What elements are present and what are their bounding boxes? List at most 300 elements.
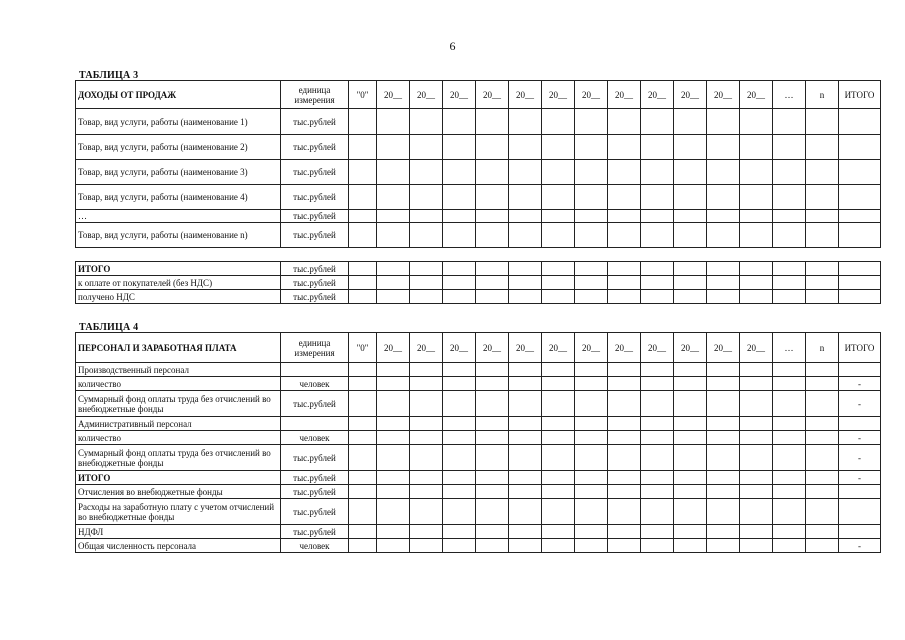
table4-value-cell (410, 539, 443, 553)
table4-value-cell (707, 485, 740, 499)
table3-value-cell (674, 185, 707, 210)
table3-value-cell (377, 290, 410, 304)
table4-row (76, 431, 881, 445)
table3-value-cell (707, 185, 740, 210)
table4-value-cell (575, 499, 608, 525)
table4-value-cell (443, 363, 476, 377)
table3-value-cell (349, 223, 377, 248)
table4-value-cell (806, 539, 839, 553)
table4-column-header: 20__ (608, 333, 641, 363)
table4-value-cell (542, 431, 575, 445)
table4-row (76, 445, 881, 471)
table3-column-header: 20__ (542, 81, 575, 109)
table4-row-unit: тыс.рублей (281, 391, 349, 417)
table3-header-unit: единица измерения (281, 81, 349, 109)
table4-value-cell (773, 363, 806, 377)
table3-value-cell (608, 109, 641, 135)
table4-itogo-cell (839, 499, 881, 525)
table4-column-header: 20__ (443, 333, 476, 363)
table3-value-cell (410, 276, 443, 290)
table3-value-cell (707, 290, 740, 304)
table4-value-cell (641, 525, 674, 539)
table3-value-cell (349, 160, 377, 185)
table3-value-cell (806, 210, 839, 223)
table3-value-cell (509, 185, 542, 210)
table4-value-cell (707, 499, 740, 525)
table3-row-name: Товар, вид услуги, работы (наименование 1) (76, 109, 281, 135)
table4-value-cell (674, 377, 707, 391)
table4-value-cell (476, 471, 509, 485)
table3-value-cell (542, 276, 575, 290)
table4-value-cell (476, 539, 509, 553)
table4-value-cell (773, 417, 806, 431)
table3-value-cell (542, 223, 575, 248)
table4-value-cell (608, 471, 641, 485)
table3-row-unit: тыс.рублей (281, 160, 349, 185)
table3-row-unit: тыс.рублей (281, 185, 349, 210)
table3-itogo-cell (839, 276, 881, 290)
table3-value-cell (674, 223, 707, 248)
table3-value-cell (608, 276, 641, 290)
table3-row (76, 276, 881, 290)
table3-value-cell (674, 290, 707, 304)
table4-value-cell (608, 485, 641, 499)
table4-value-cell (806, 499, 839, 525)
table3-value-cell (641, 210, 674, 223)
table4-value-cell (476, 499, 509, 525)
table4-value-cell (608, 499, 641, 525)
table4-value-cell (608, 445, 641, 471)
table4-itogo-cell (839, 363, 881, 377)
table3-value-cell (542, 135, 575, 160)
table4-value-cell (674, 391, 707, 417)
table3-value-cell (773, 109, 806, 135)
table3-value-cell (707, 262, 740, 276)
table3-value-cell (575, 223, 608, 248)
table3-row (76, 109, 881, 135)
table4-column-header: 20__ (410, 333, 443, 363)
table3-value-cell (740, 160, 773, 185)
table4-row (76, 363, 881, 377)
table3-value-cell (377, 262, 410, 276)
table3-value-cell (806, 276, 839, 290)
table4-value-cell (476, 377, 509, 391)
table3-value-cell (410, 210, 443, 223)
table4-value-cell (575, 363, 608, 377)
table4-value-cell (707, 525, 740, 539)
table4-value-cell (349, 417, 377, 431)
table4-itogo-cell: - (839, 391, 881, 417)
table4-value-cell (575, 471, 608, 485)
table3-value-cell (349, 276, 377, 290)
table3-value-cell (674, 210, 707, 223)
table3-value-cell (509, 276, 542, 290)
table4-value-cell (349, 525, 377, 539)
table3-row-unit: тыс.рублей (281, 210, 349, 223)
table3-row-name: ИТОГО (76, 262, 281, 276)
table4-row-name: количество (76, 431, 281, 445)
table4-value-cell (377, 363, 410, 377)
table4-column-header: 20__ (674, 333, 707, 363)
table4-column-header: 20__ (509, 333, 542, 363)
table3-value-cell (575, 210, 608, 223)
table3-value-cell (509, 290, 542, 304)
table4-value-cell (806, 431, 839, 445)
table3-value-cell (608, 185, 641, 210)
table3-value-cell (608, 223, 641, 248)
table3-value-cell (608, 262, 641, 276)
table3-value-cell (349, 135, 377, 160)
table4-value-cell (476, 431, 509, 445)
table3-value-cell (575, 276, 608, 290)
table3-value-cell (542, 185, 575, 210)
table4-row (76, 417, 881, 431)
table4-value-cell (509, 363, 542, 377)
table3-column-header: 20__ (641, 81, 674, 109)
table4-value-cell (707, 363, 740, 377)
table3-itogo-cell (839, 160, 881, 185)
table4-value-cell (410, 431, 443, 445)
table4-row-name: Расходы на заработную плату с учетом отчислений во внебюджетные фонды (76, 499, 281, 525)
table3-value-cell (773, 290, 806, 304)
table4-row (76, 377, 881, 391)
table3-value-cell (443, 135, 476, 160)
table4-row (76, 485, 881, 499)
table4-value-cell (410, 499, 443, 525)
table3-itogo-cell (839, 290, 881, 304)
table3-row (76, 290, 881, 304)
table4-value-cell (740, 391, 773, 417)
table4-row-unit: человек (281, 431, 349, 445)
table3-value-cell (806, 223, 839, 248)
table4-value-cell (674, 525, 707, 539)
table4-value-cell (806, 391, 839, 417)
table3-value-cell (707, 223, 740, 248)
table3-value-cell (641, 109, 674, 135)
table3-value-cell (707, 210, 740, 223)
table3-value-cell (377, 223, 410, 248)
table4-column-header: 20__ (740, 333, 773, 363)
table4-value-cell (773, 499, 806, 525)
table3-spacer-row (76, 248, 881, 262)
table4-value-cell (509, 499, 542, 525)
table3-value-cell (773, 223, 806, 248)
table3-value-cell (349, 109, 377, 135)
table4-value-cell (410, 391, 443, 417)
table4-value-cell (443, 431, 476, 445)
table3-value-cell (707, 276, 740, 290)
table4-value-cell (674, 417, 707, 431)
table4-column-header: 20__ (641, 333, 674, 363)
table3-value-cell (740, 135, 773, 160)
table4-value-cell (575, 539, 608, 553)
table4-value-cell (377, 445, 410, 471)
table4-row (76, 539, 881, 553)
table4-value-cell (608, 391, 641, 417)
table3-value-cell (806, 109, 839, 135)
table4-header-name: ПЕРСОНАЛ И ЗАРАБОТНАЯ ПЛАТА (76, 333, 281, 363)
table4-value-cell (641, 471, 674, 485)
table4-value-cell (349, 391, 377, 417)
table4-value-cell (542, 377, 575, 391)
table3-value-cell (509, 135, 542, 160)
table4-value-cell (377, 431, 410, 445)
table3-value-cell (443, 160, 476, 185)
table3-value-cell (806, 160, 839, 185)
table3-value-cell (575, 262, 608, 276)
table4-value-cell (641, 377, 674, 391)
table4-value-cell (773, 377, 806, 391)
table3-column-header: … (773, 81, 806, 109)
table3-row (76, 135, 881, 160)
table4-value-cell (542, 445, 575, 471)
table3-value-cell (410, 135, 443, 160)
table4-value-cell (608, 377, 641, 391)
table4-itogo-cell (839, 525, 881, 539)
table4-row-unit (281, 417, 349, 431)
table4-value-cell (740, 363, 773, 377)
table4-value-cell (509, 377, 542, 391)
table3-column-header: 20__ (740, 81, 773, 109)
table3-itogo-cell (839, 185, 881, 210)
table4-value-cell (575, 525, 608, 539)
table3-row-name: Товар, вид услуги, работы (наименование n) (76, 223, 281, 248)
table3-value-cell (377, 276, 410, 290)
table4-column-header: "0" (349, 333, 377, 363)
table4-row-name: Суммарный фонд оплаты труда без отчислений во внебюджетные фонды (76, 391, 281, 417)
table4-value-cell (740, 417, 773, 431)
table4-value-cell (674, 499, 707, 525)
table4-value-cell (773, 431, 806, 445)
table4-value-cell (542, 417, 575, 431)
table3-value-cell (575, 109, 608, 135)
table3-value-cell (773, 185, 806, 210)
table3-value-cell (608, 135, 641, 160)
table3-value-cell (740, 276, 773, 290)
table4-value-cell (740, 445, 773, 471)
table4-value-cell (575, 485, 608, 499)
table4-value-cell (443, 499, 476, 525)
table3-row (76, 210, 881, 223)
table4-row (76, 499, 881, 525)
table4-value-cell (641, 431, 674, 445)
table3-value-cell (707, 109, 740, 135)
table3-value-cell (740, 223, 773, 248)
table3-row-name: Товар, вид услуги, работы (наименование 4) (76, 185, 281, 210)
table4-value-cell (377, 471, 410, 485)
table4-value-cell (509, 391, 542, 417)
table4-row-name: Суммарный фонд оплаты труда без отчислений во внебюджетные фонды (76, 445, 281, 471)
table3-value-cell (773, 210, 806, 223)
table4-value-cell (806, 445, 839, 471)
table3-value-cell (575, 135, 608, 160)
table3-value-cell (641, 223, 674, 248)
table4-value-cell (641, 391, 674, 417)
table3-revenue-from-sales (75, 80, 881, 304)
table3-value-cell (641, 290, 674, 304)
table3-value-cell (410, 160, 443, 185)
table4-value-cell (806, 417, 839, 431)
table4-value-cell (349, 363, 377, 377)
table4-value-cell (575, 391, 608, 417)
table3-value-cell (674, 276, 707, 290)
table4-column-header: ИТОГО (839, 333, 881, 363)
table4-value-cell (707, 471, 740, 485)
table4-column-header: 20__ (542, 333, 575, 363)
table4-value-cell (349, 377, 377, 391)
table3-value-cell (575, 290, 608, 304)
table4-value-cell (608, 431, 641, 445)
table3-row-name: к оплате от покупателей (без НДС) (76, 276, 281, 290)
table4-value-cell (707, 391, 740, 417)
table3-value-cell (349, 290, 377, 304)
table4-row (76, 525, 881, 539)
table4-value-cell (443, 391, 476, 417)
table4-value-cell (674, 445, 707, 471)
table4-value-cell (349, 499, 377, 525)
table3-row (76, 160, 881, 185)
table4-value-cell (349, 431, 377, 445)
table3-value-cell (542, 210, 575, 223)
table4-value-cell (509, 431, 542, 445)
table3-row-name: получено НДС (76, 290, 281, 304)
table4-value-cell (410, 445, 443, 471)
table4-value-cell (349, 485, 377, 499)
table3-value-cell (575, 185, 608, 210)
table4-value-cell (740, 539, 773, 553)
table3-column-header: 20__ (608, 81, 641, 109)
table4-value-cell (707, 431, 740, 445)
table3-value-cell (377, 135, 410, 160)
table4-row-unit: тыс.рублей (281, 471, 349, 485)
table4-value-cell (740, 485, 773, 499)
table4-value-cell (410, 471, 443, 485)
table4-value-cell (377, 539, 410, 553)
table4-column-header: 20__ (707, 333, 740, 363)
table4-value-cell (443, 539, 476, 553)
table4-value-cell (443, 445, 476, 471)
table3-value-cell (773, 135, 806, 160)
table3-column-header: 20__ (377, 81, 410, 109)
table3-itogo-cell (839, 223, 881, 248)
table3-value-cell (806, 290, 839, 304)
table3-itogo-cell (839, 210, 881, 223)
table4-value-cell (707, 417, 740, 431)
table4-row (76, 391, 881, 417)
table3-value-cell (476, 109, 509, 135)
table4-itogo-cell (839, 417, 881, 431)
table3-value-cell (542, 290, 575, 304)
table3-value-cell (542, 109, 575, 135)
table4-itogo-cell (839, 485, 881, 499)
table4-value-cell (608, 525, 641, 539)
table3-value-cell (806, 262, 839, 276)
table4-value-cell (377, 499, 410, 525)
table4-value-cell (707, 539, 740, 553)
table4-itogo-cell: - (839, 377, 881, 391)
table3-value-cell (575, 160, 608, 185)
table4-value-cell (509, 417, 542, 431)
table3-value-cell (443, 223, 476, 248)
table4-value-cell (542, 363, 575, 377)
table4-value-cell (773, 485, 806, 499)
table3-value-cell (410, 109, 443, 135)
table4-value-cell (740, 471, 773, 485)
table4-value-cell (410, 525, 443, 539)
table4-value-cell (443, 525, 476, 539)
table4-column-header: … (773, 333, 806, 363)
table4-value-cell (707, 445, 740, 471)
table3-row (76, 185, 881, 210)
table4-row-unit: человек (281, 377, 349, 391)
table4-row-name: ИТОГО (76, 471, 281, 485)
table3-value-cell (674, 160, 707, 185)
table4-value-cell (575, 445, 608, 471)
table3-row-unit: тыс.рублей (281, 262, 349, 276)
table3-value-cell (608, 290, 641, 304)
table4-value-cell (410, 377, 443, 391)
table3-column-header: n (806, 81, 839, 109)
table4-caption: ТАБЛИЦА 4 (79, 322, 139, 333)
table4-value-cell (542, 391, 575, 417)
table4-value-cell (740, 525, 773, 539)
table4-value-cell (443, 471, 476, 485)
table4-value-cell (641, 363, 674, 377)
table4-value-cell (476, 391, 509, 417)
table3-value-cell (740, 210, 773, 223)
table3-value-cell (476, 223, 509, 248)
table3-value-cell (773, 276, 806, 290)
table3-row-name: Товар, вид услуги, работы (наименование 3) (76, 160, 281, 185)
table3-value-cell (641, 185, 674, 210)
table3-header-row (76, 81, 881, 109)
table3-value-cell (377, 185, 410, 210)
table3-value-cell (349, 185, 377, 210)
table4-value-cell (476, 525, 509, 539)
table4-value-cell (641, 445, 674, 471)
table3-value-cell (707, 160, 740, 185)
table4-value-cell (674, 485, 707, 499)
table4-header-row (76, 333, 881, 363)
table4-row (76, 471, 881, 485)
table3-column-header: 20__ (674, 81, 707, 109)
table4-value-cell (410, 363, 443, 377)
table4-row-name: Производственный персонал (76, 363, 281, 377)
table3-value-cell (443, 109, 476, 135)
table3-value-cell (773, 160, 806, 185)
table3-value-cell (740, 262, 773, 276)
table3-value-cell (443, 185, 476, 210)
table3-value-cell (476, 185, 509, 210)
table4-row-name: количество (76, 377, 281, 391)
table4-value-cell (509, 445, 542, 471)
table3-value-cell (641, 160, 674, 185)
table3-value-cell (509, 160, 542, 185)
table3-itogo-cell (839, 135, 881, 160)
table3-value-cell (476, 160, 509, 185)
table3-value-cell (641, 276, 674, 290)
table3-value-cell (674, 135, 707, 160)
table4-column-header: 20__ (476, 333, 509, 363)
table4-value-cell (806, 363, 839, 377)
table3-value-cell (674, 109, 707, 135)
table3-value-cell (509, 223, 542, 248)
table4-row-unit (281, 363, 349, 377)
table4-value-cell (509, 471, 542, 485)
table4-value-cell (773, 391, 806, 417)
table3-value-cell (509, 210, 542, 223)
table4-value-cell (476, 445, 509, 471)
